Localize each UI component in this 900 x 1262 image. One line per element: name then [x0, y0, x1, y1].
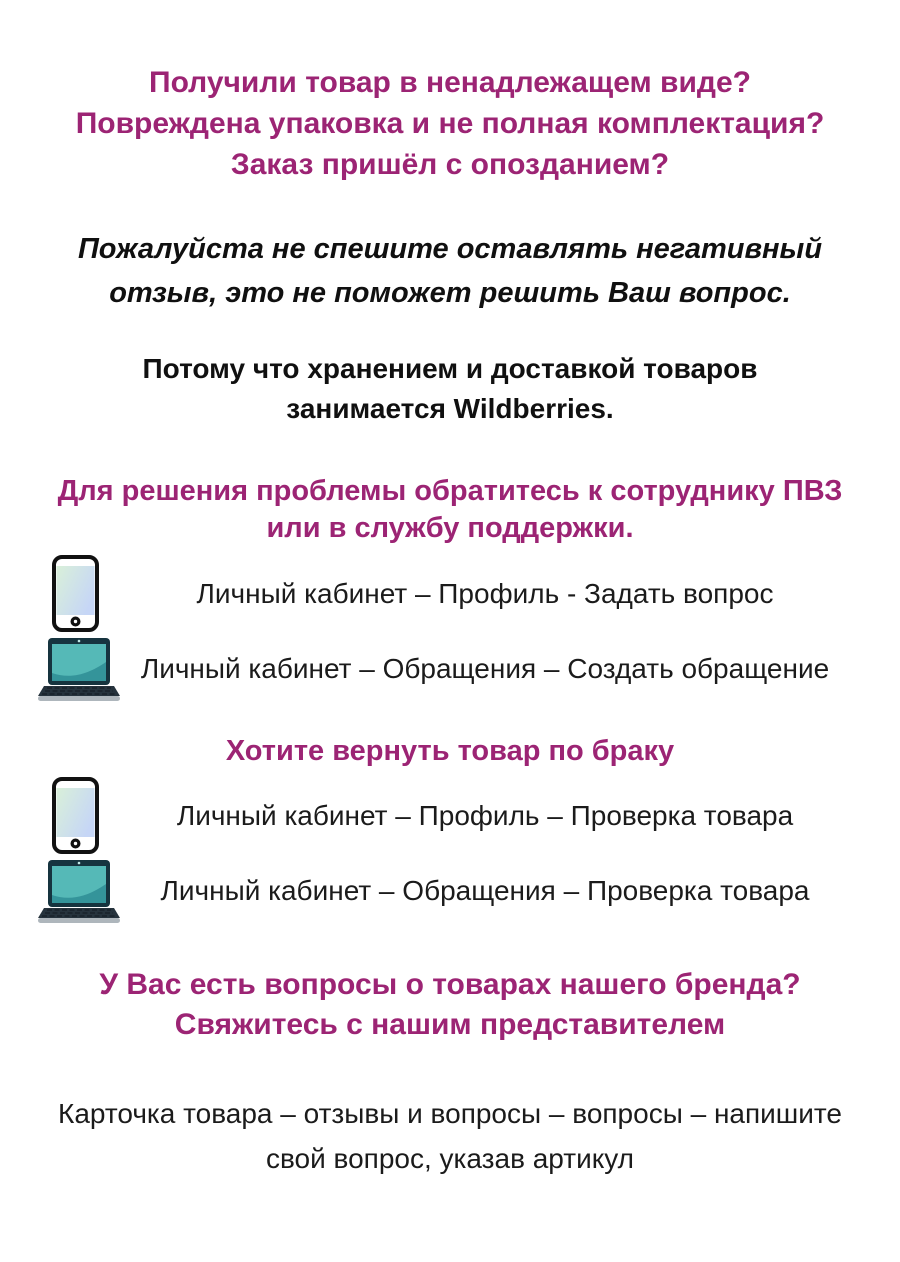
intro-heading-line: Повреждена упаковка и не полная комплектация?	[75, 107, 825, 140]
smartphone-icon	[52, 555, 99, 633]
defect-step-text: Личный кабинет – Профиль – Проверка товара	[176, 800, 794, 831]
plea-line: Пожалуйста не спешите оставлять негативный	[77, 233, 823, 265]
brand-text	[0, 1091, 900, 1181]
support-heading	[0, 473, 900, 547]
reason-line: занимается Wildberries.	[286, 393, 614, 424]
brand-text-line: свой вопрос, указав артикул	[265, 1143, 635, 1174]
support-step-app	[0, 553, 900, 635]
brand-text-line: Карточка товара – отзывы и вопросы – вопросы – напишите	[58, 1098, 842, 1129]
reason-line: Потому что хранением и доставкой товаров	[142, 353, 758, 384]
plea-text	[0, 227, 900, 315]
support-step-web	[0, 635, 900, 703]
brand-heading	[0, 965, 900, 1045]
defect-step-web	[0, 857, 900, 925]
intro-heading-line: Заказ пришёл с опозданием?	[230, 148, 670, 181]
smartphone-icon	[52, 777, 99, 855]
support-heading-line: или в службу поддержки.	[266, 512, 634, 544]
intro-heading	[0, 62, 900, 185]
reason-text	[0, 349, 900, 429]
brand-heading-line: У Вас есть вопросы о товарах нашего бренда?	[99, 968, 801, 1001]
intro-heading-line: Получили товар в ненадлежащем виде?	[149, 66, 751, 99]
info-poster	[0, 62, 900, 1262]
plea-line: отзыв, это не поможет решить Ваш вопрос.	[109, 277, 791, 309]
defect-heading: Хотите вернуть товар по браку	[225, 735, 675, 767]
defect-step-text: Личный кабинет – Обращения – Проверка товара	[160, 875, 810, 906]
support-heading-line: Для решения проблемы обратитесь к сотруднику ПВЗ	[57, 475, 843, 507]
support-step-text: Личный кабинет – Обращения – Создать обращение	[140, 653, 830, 684]
support-step-text: Личный кабинет – Профиль - Задать вопрос	[196, 578, 774, 609]
laptop-icon	[38, 637, 120, 701]
brand-heading-line: Свяжитесь с нашим представителем	[174, 1008, 726, 1041]
laptop-icon	[38, 859, 120, 923]
defect-step-app	[0, 775, 900, 857]
